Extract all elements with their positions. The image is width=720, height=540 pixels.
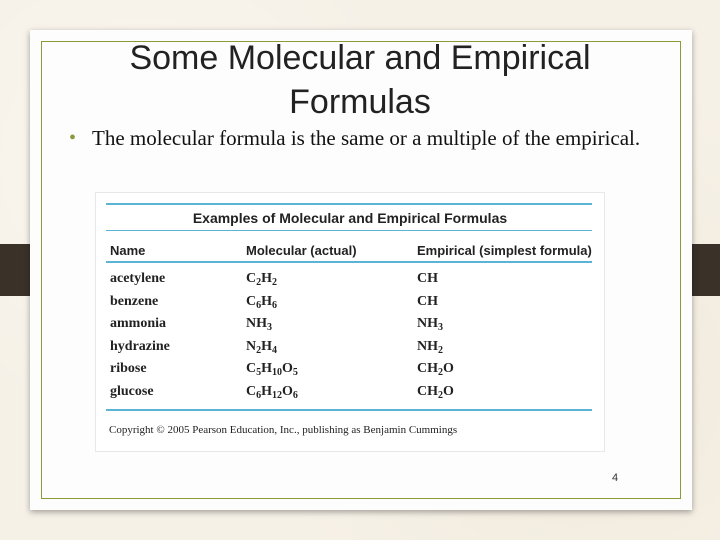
formula-element: H bbox=[261, 338, 273, 354]
formula-element: CH bbox=[417, 383, 438, 399]
formula-subscript: 5 bbox=[256, 367, 262, 378]
formula-element: H bbox=[261, 271, 273, 286]
formula-subscript: 2 bbox=[438, 344, 443, 356]
formula-element: C bbox=[246, 271, 257, 286]
formula-subscript: 2 bbox=[256, 344, 262, 356]
molecular-formula bbox=[246, 384, 298, 401]
empirical-formula bbox=[417, 294, 438, 310]
formula-element: O bbox=[443, 361, 454, 376]
table-row bbox=[96, 271, 604, 294]
formula-subscript: 5 bbox=[292, 367, 298, 378]
formula-element: NH bbox=[417, 316, 438, 331]
formula-subscript: 3 bbox=[267, 322, 272, 333]
formula-element: NH bbox=[246, 316, 267, 331]
formula-element: NH bbox=[417, 338, 438, 354]
formula-subscript: 6 bbox=[272, 299, 278, 311]
compound-name: acetylene bbox=[110, 271, 166, 286]
table-body bbox=[96, 271, 604, 406]
table-rule bbox=[106, 409, 592, 411]
table-row bbox=[96, 339, 604, 362]
molecular-formula bbox=[246, 361, 298, 378]
slide-title: Some Molecular and Empirical Formulas bbox=[129, 39, 591, 121]
formula-element: H bbox=[261, 293, 273, 309]
table-row bbox=[96, 294, 604, 317]
formula-element: C bbox=[246, 361, 257, 376]
empirical-formula bbox=[417, 271, 438, 287]
formula-element: CH bbox=[417, 271, 438, 286]
formula-element: H bbox=[261, 361, 273, 376]
empirical-formula bbox=[417, 339, 443, 356]
formula-element: O bbox=[443, 383, 454, 399]
formula-subscript: 2 bbox=[272, 277, 278, 288]
table-rule bbox=[106, 230, 592, 231]
formula-element: C bbox=[246, 293, 257, 309]
formula-subscript: 10 bbox=[272, 367, 283, 378]
formula-subscript: 6 bbox=[256, 389, 262, 401]
formula-subscript: 6 bbox=[292, 389, 298, 401]
bullet-text: The molecular formula is the same or a multiple of the empirical. bbox=[92, 126, 641, 150]
table-rule bbox=[106, 203, 592, 205]
formula-element: O bbox=[282, 383, 293, 399]
formula-element: CH bbox=[417, 293, 438, 309]
column-header-name: Name bbox=[110, 243, 146, 258]
formula-subscript: 12 bbox=[272, 389, 283, 401]
compound-name: benzene bbox=[110, 293, 159, 309]
table-row bbox=[96, 316, 604, 339]
formula-element: H bbox=[261, 383, 273, 399]
molecular-formula bbox=[246, 294, 277, 311]
formula-subscript: 6 bbox=[256, 299, 262, 311]
molecular-formula bbox=[246, 271, 277, 288]
empirical-formula bbox=[417, 384, 454, 401]
table-rule bbox=[106, 261, 592, 263]
formula-subscript: 4 bbox=[272, 344, 278, 356]
formula-element: CH bbox=[417, 361, 438, 376]
column-header-molecular: Molecular (actual) bbox=[246, 243, 357, 258]
formula-table-image bbox=[96, 193, 604, 451]
formula-element: C bbox=[246, 383, 257, 399]
copyright-notice: Copyright © 2005 Pearson Education, Inc., publishing as Benjamin Cummings bbox=[109, 424, 458, 436]
empirical-formula bbox=[417, 361, 454, 378]
formula-subscript: 2 bbox=[438, 367, 443, 378]
bullet-point bbox=[69, 124, 642, 152]
column-header-empirical: Empirical (simplest formula) bbox=[417, 243, 592, 258]
molecular-formula bbox=[246, 339, 277, 356]
formula-subscript: 3 bbox=[438, 322, 443, 333]
formula-element: O bbox=[282, 361, 293, 376]
page-number: 4 bbox=[612, 472, 619, 484]
formula-subscript: 2 bbox=[256, 277, 262, 288]
compound-name: ribose bbox=[110, 361, 147, 376]
table-row bbox=[96, 361, 604, 384]
table-row bbox=[96, 384, 604, 407]
formula-subscript: 2 bbox=[438, 389, 443, 401]
molecular-formula bbox=[246, 316, 272, 333]
compound-name: hydrazine bbox=[110, 338, 170, 354]
formula-element: N bbox=[246, 338, 257, 354]
compound-name: ammonia bbox=[110, 316, 166, 331]
empirical-formula bbox=[417, 316, 443, 333]
bullet-icon: • bbox=[69, 127, 77, 149]
table-caption: Examples of Molecular and Empirical Formulas bbox=[192, 210, 508, 226]
compound-name: glucose bbox=[110, 383, 154, 399]
